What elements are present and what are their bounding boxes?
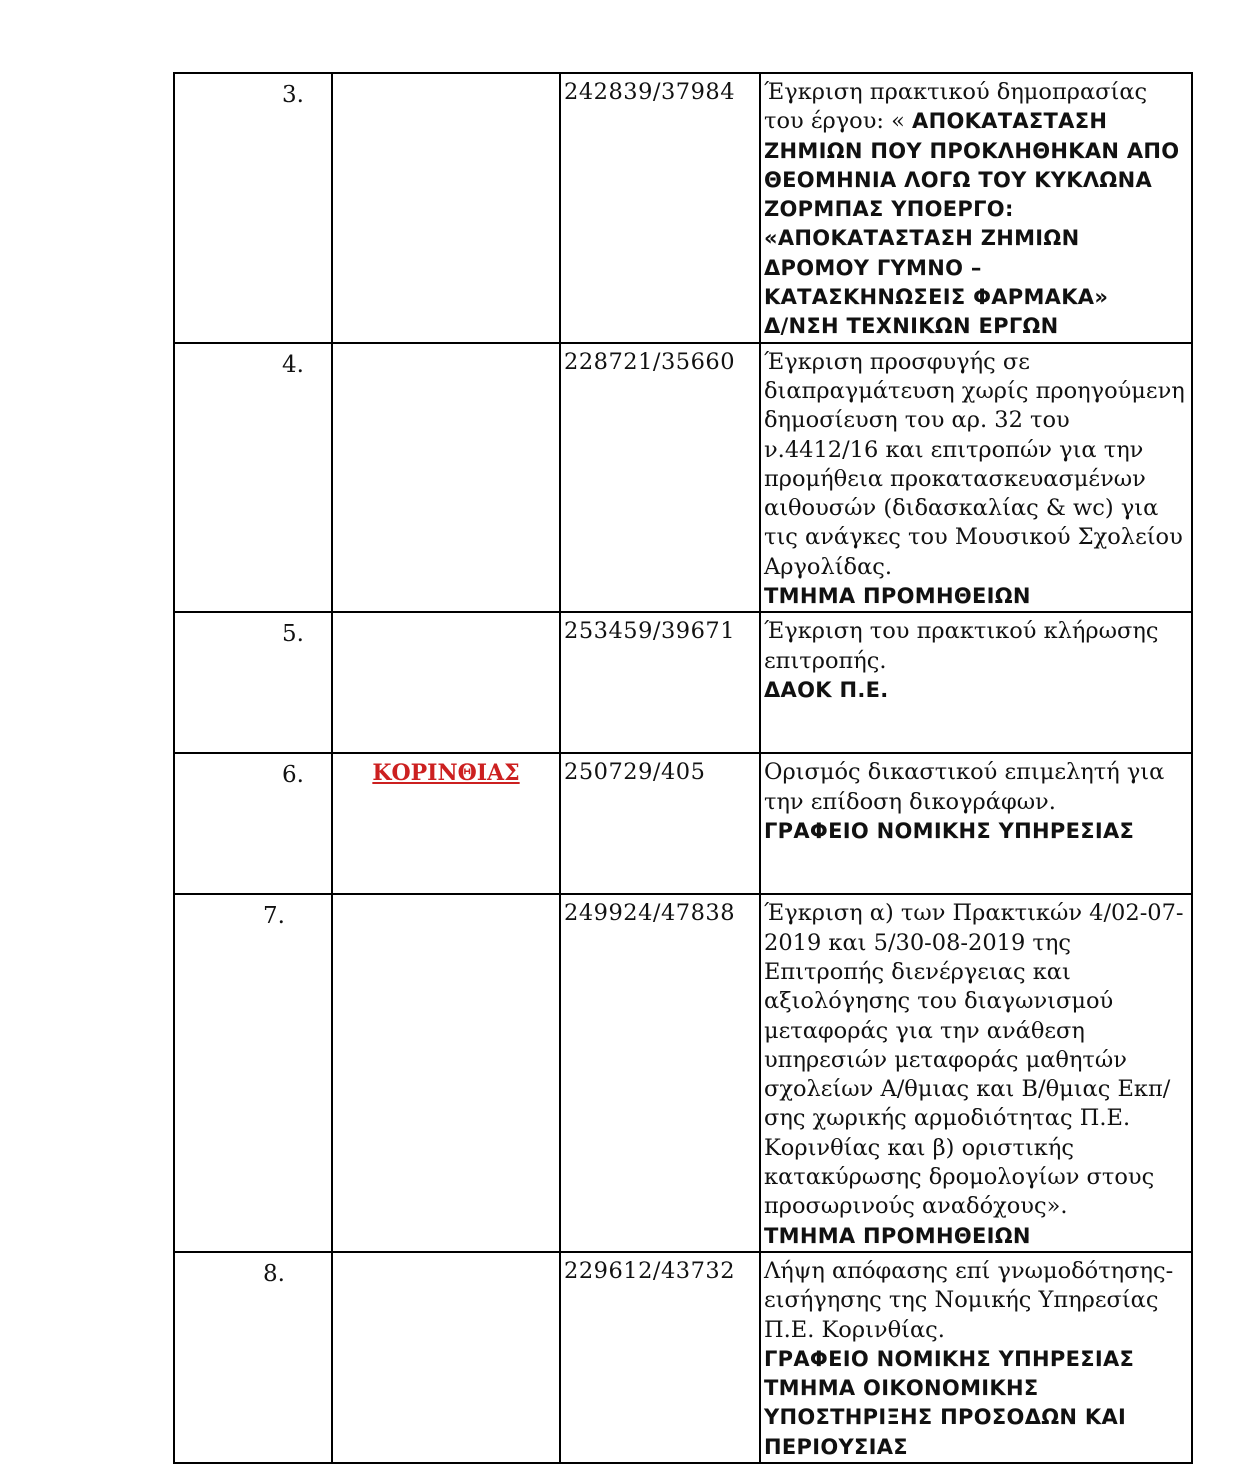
description-cell bbox=[760, 73, 1192, 343]
protocol-number: 250729/405 bbox=[564, 759, 706, 786]
table-row bbox=[174, 894, 1192, 1252]
region-cell bbox=[332, 73, 560, 343]
region-cell bbox=[332, 753, 560, 894]
region-cell bbox=[332, 612, 560, 753]
item-description: Ορισμός δικαστικού επιμελητή για την επίδοση δικογράφων. bbox=[764, 759, 1165, 815]
item-description: Έγκριση του πρακτικού κλήρωσης επιτροπής. bbox=[764, 618, 1159, 674]
item-number: 8. bbox=[263, 1260, 285, 1287]
protocol-number: 253459/39671 bbox=[564, 618, 736, 645]
department-label: Δ/ΝΣΗ ΤΕΧΝΙΚΩΝ ΕΡΓΩΝ bbox=[764, 314, 1059, 339]
item-number-cell bbox=[174, 73, 332, 343]
department-label: ΔΑΟΚ Π.Ε. bbox=[764, 677, 889, 702]
table-row bbox=[174, 753, 1192, 894]
protocol-cell bbox=[560, 894, 760, 1252]
protocol-number: 242839/37984 bbox=[564, 79, 736, 105]
item-number: 6. bbox=[282, 762, 304, 789]
region-cell bbox=[332, 343, 560, 613]
item-number: 3. bbox=[282, 82, 304, 108]
department-label: ΓΡΑΦΕΙΟ ΝΟΜΙΚΗΣ ΥΠΗΡΕΣΙΑΣ bbox=[764, 1346, 1135, 1371]
item-description: Έγκριση α) των Πρακτικών 4/02-07-2019 και 5/30-08-2019 της Επιτροπής διενέργειας και αξιολόγησης του διαγωνισμού μεταφοράς για την ανάθεση υπηρεσιών μεταφοράς μαθητών σχολείων Α/θμιας και Β/θμιας Εκπ/σης χωρικής αρμοδιότητας Π.Ε. Κορινθίας και β) οριστικής κατακύρωσης δρομολογίων στους προσωρινούς αναδόχους». bbox=[764, 900, 1184, 1220]
protocol-number: 228721/35660 bbox=[564, 348, 736, 375]
protocol-cell bbox=[560, 1252, 760, 1463]
description-cell bbox=[760, 1252, 1192, 1463]
region-label: ΚΟΡΙΝΘΙΑΣ bbox=[372, 760, 520, 787]
protocol-number: 249924/47838 bbox=[564, 900, 736, 927]
table-row bbox=[174, 612, 1192, 753]
item-number-cell bbox=[174, 612, 332, 753]
description-cell bbox=[760, 894, 1192, 1252]
item-number-cell bbox=[174, 894, 332, 1252]
item-number-cell bbox=[174, 753, 332, 894]
item-number-cell bbox=[174, 1252, 332, 1463]
table-row bbox=[174, 1252, 1192, 1463]
protocol-cell bbox=[560, 73, 760, 343]
agenda-table bbox=[173, 72, 1193, 1464]
department-label: ΤΜΗΜΑ ΠΡΟΜΗΘΕΙΩΝ bbox=[764, 1223, 1031, 1248]
table-row bbox=[174, 343, 1192, 613]
item-number: 5. bbox=[282, 621, 304, 648]
department-label: ΤΜΗΜΑ ΠΡΟΜΗΘΕΙΩΝ bbox=[764, 584, 1031, 609]
description-cell bbox=[760, 612, 1192, 753]
region-cell bbox=[332, 1252, 560, 1463]
region-label bbox=[333, 344, 559, 349]
protocol-cell bbox=[560, 612, 760, 753]
item-number-cell bbox=[174, 343, 332, 613]
department-label-secondary: ΤΜΗΜΑ ΟΙΚΟΝΟΜΙΚΗΣ ΥΠΟΣΤΗΡΙΞΗΣ ΠΡΟΣΟΔΩΝ ΚΑΙ ΠΕΡΙΟΥΣΙΑΣ bbox=[764, 1376, 1127, 1459]
item-number: 7. bbox=[263, 903, 285, 930]
region-label bbox=[333, 1253, 559, 1258]
region-label bbox=[333, 895, 559, 900]
description-cell bbox=[760, 753, 1192, 894]
description-text: Έγκριση πρακτικού δημοπρασίας του έργου: « bbox=[764, 79, 1148, 135]
table-row bbox=[174, 73, 1192, 343]
department-label: ΓΡΑΦΕΙΟ ΝΟΜΙΚΗΣ ΥΠΗΡΕΣΙΑΣ bbox=[764, 818, 1135, 843]
item-description: Έγκριση προσφυγής σε διαπραγμάτευση χωρίς προηγούμενη δημοσίευση του αρ. 32 του ν.4412/16 και επιτροπών για την προμήθεια προκατασκευασμένων αιθουσών (διδασκαλίας & wc) για τις ανάγκες του Μουσικού Σχολείου Αργολίδας. bbox=[764, 348, 1185, 580]
description-cell bbox=[760, 343, 1192, 613]
region-label bbox=[333, 74, 559, 79]
region-cell bbox=[332, 894, 560, 1252]
item-description bbox=[761, 74, 1191, 312]
protocol-cell bbox=[560, 343, 760, 613]
item-number: 4. bbox=[282, 351, 304, 378]
item-description: Λήψη απόφασης επί γνωμοδότησης-εισήγησης της Νομικής Υπηρεσίας Π.Ε. Κορινθίας. bbox=[764, 1257, 1174, 1343]
protocol-number: 229612/43732 bbox=[564, 1257, 736, 1284]
protocol-cell bbox=[560, 753, 760, 894]
region-label bbox=[333, 613, 559, 618]
project-title: ΑΠΟΚΑΤΑΣΤΑΣΗ ΖΗΜΙΩΝ ΠΟΥ ΠΡΟΚΛΗΘΗΚΑΝ ΑΠΟ ΘΕΟΜΗΝΙΑ ΛΟΓΩ ΤΟΥ ΚΥΚΛΩΝΑ ΖΟΡΜΠΑΣ ΥΠΟΕΡΓΟ: «ΑΠΟΚΑΤΑΣΤΑΣΗ ΖΗΜΙΩΝ ΔΡΟΜΟΥ ΓΥΜΝΟ – ΚΑΤΑΣΚΗΝΩΣΕΙΣ ΦΑΡΜΑΚΑ» bbox=[764, 109, 1180, 310]
